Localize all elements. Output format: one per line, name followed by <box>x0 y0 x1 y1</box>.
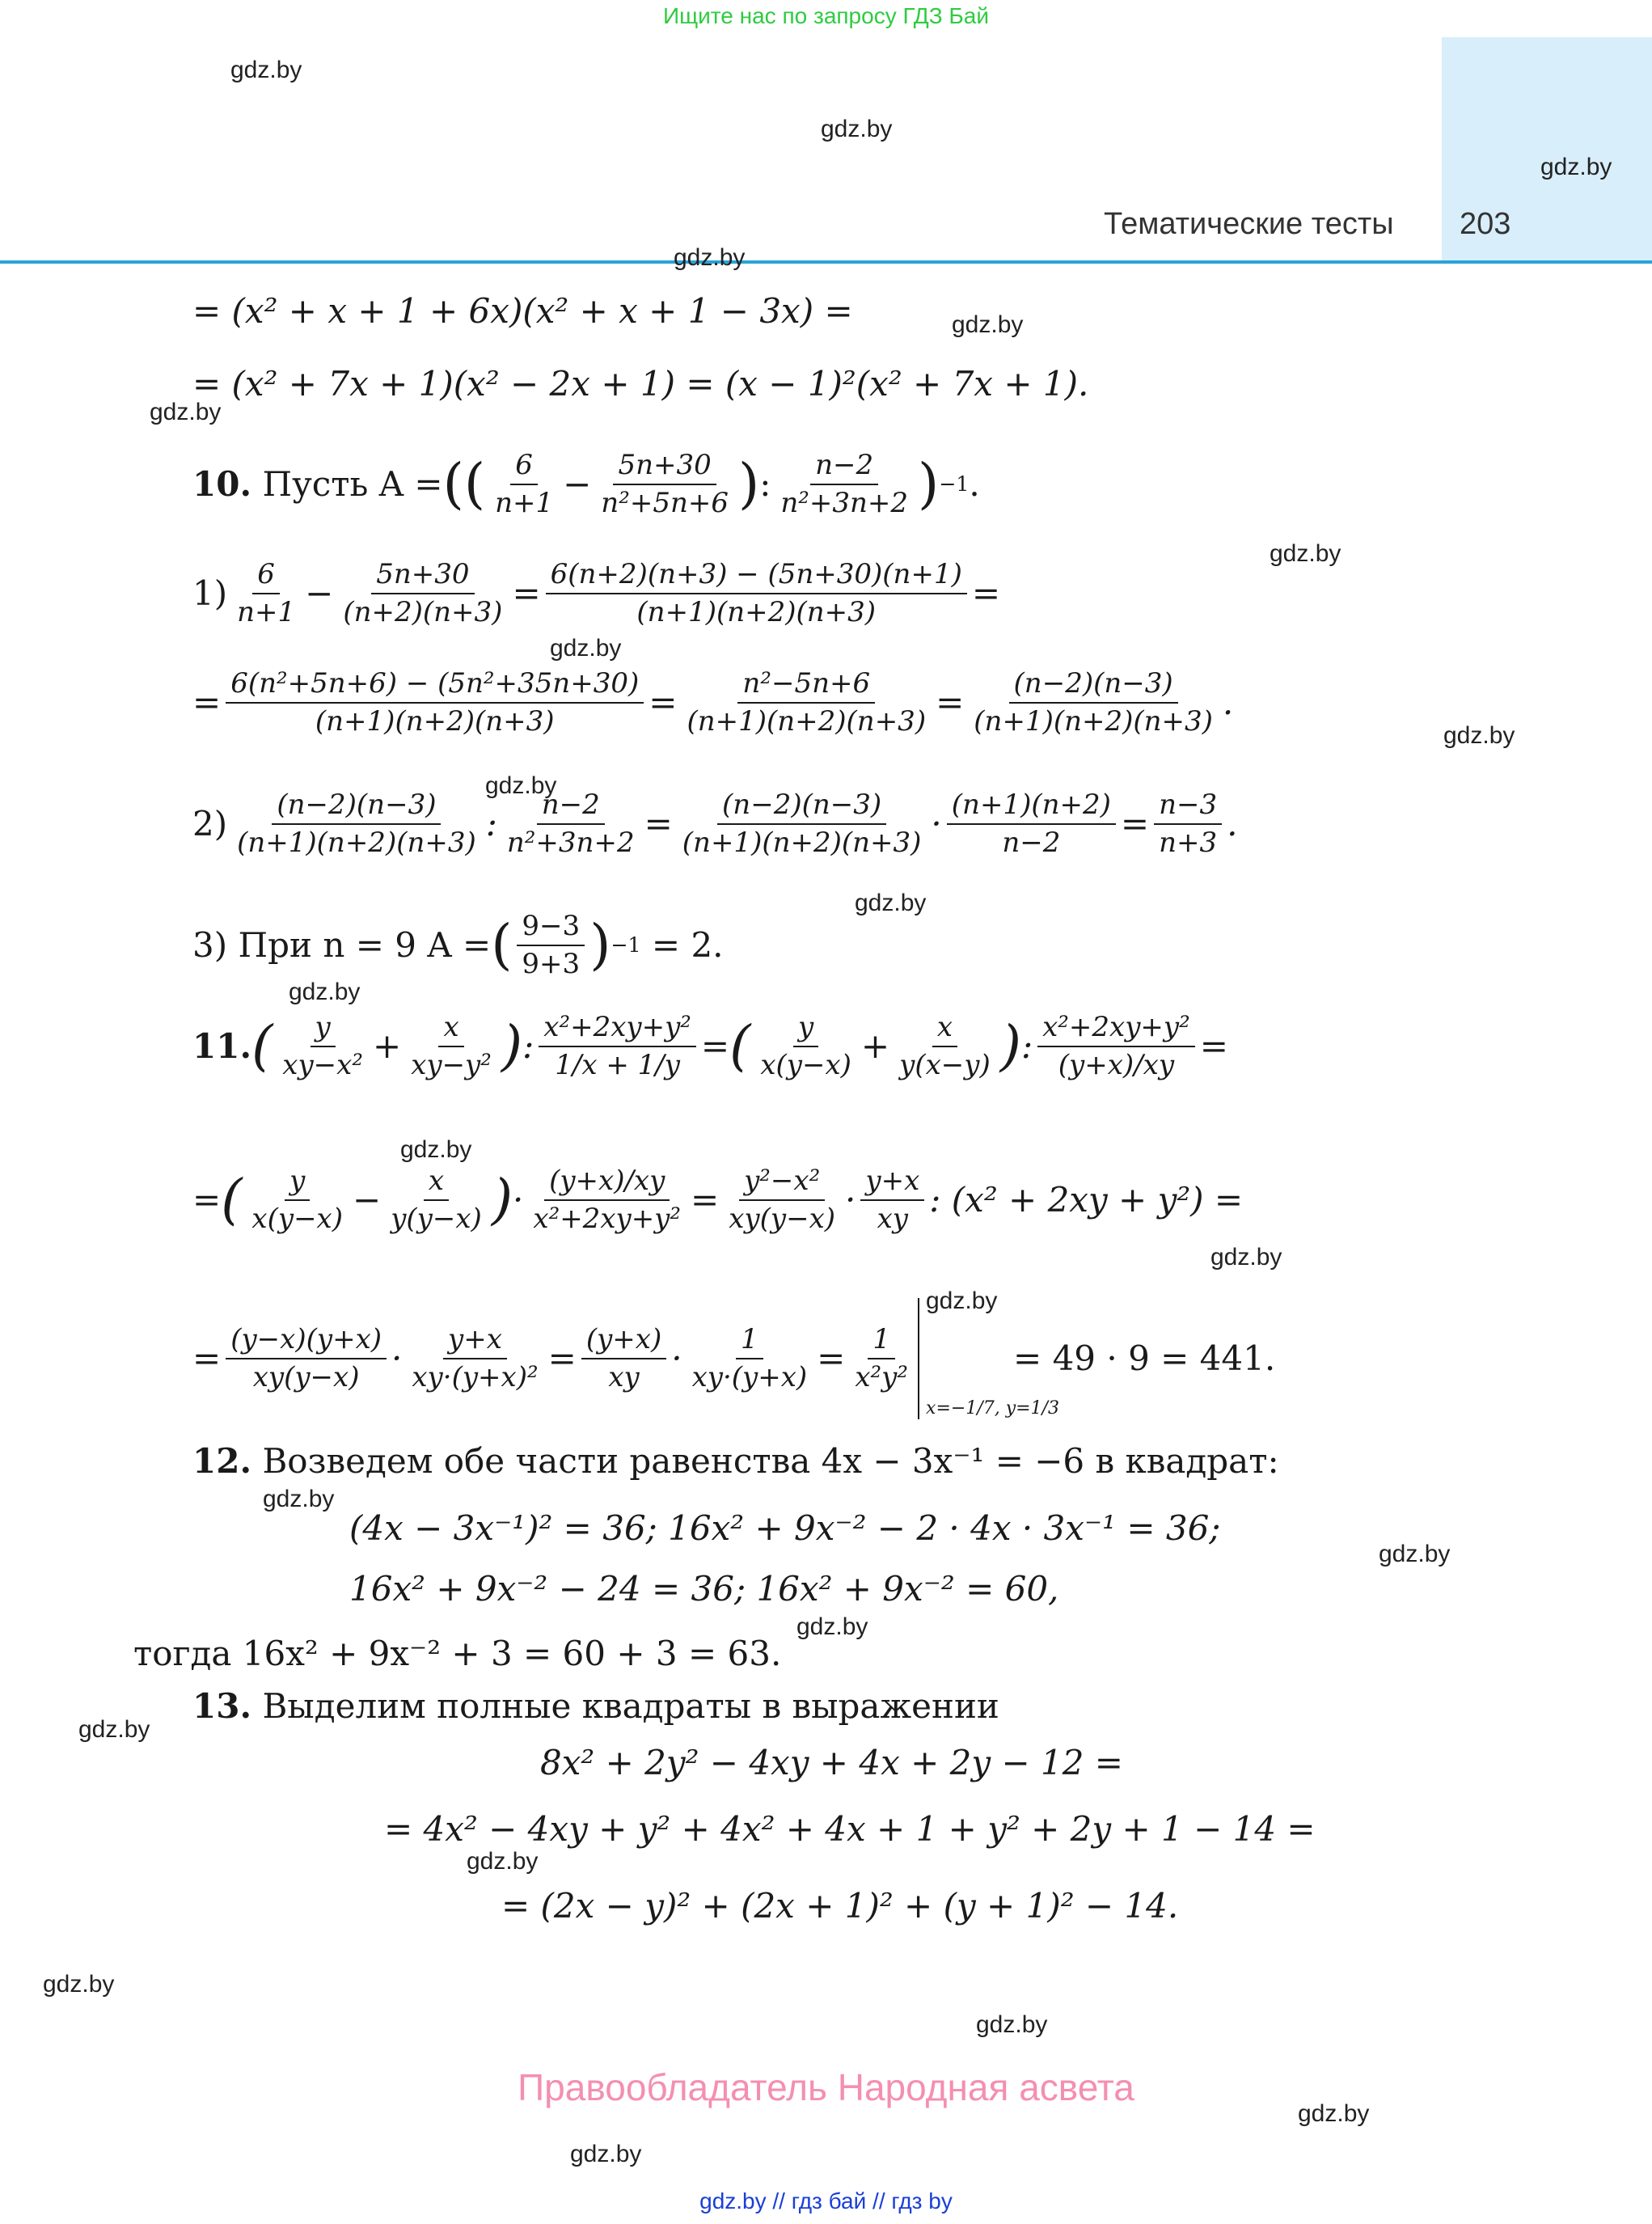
problem-11-line-1: 11. ( y xy−x² + x xy−y² ) : x²+2xy+y² 1/x + 1/y = ( y x(y−x) + x y(x−y) ) : x²+2xy+y² (y+x)/xy = <box>192 1011 1228 1081</box>
watermark: gdz.by <box>150 399 222 425</box>
equation-line: тогда 16x² + 9x⁻² + 3 = 60 + 3 = 63. <box>133 1634 782 1673</box>
equation-line: 16x² + 9x⁻² − 24 = 36; 16x² + 9x⁻² = 60, <box>349 1569 1059 1609</box>
fraction: (n−2)(n−3) (n+1)(n+2)(n+3) <box>682 789 922 859</box>
fraction: x y(x−y) <box>899 1011 991 1081</box>
fraction: y xy−x² <box>282 1011 363 1081</box>
watermark: gdz.by <box>400 1136 472 1163</box>
watermark: gdz.by <box>485 772 557 799</box>
fraction: 6(n+2)(n+3) − (5n+30)(n+1) (n+1)(n+2)(n+3) <box>546 558 967 629</box>
equation-line: = 4x² − 4xy + y² + 4x² + 4x + 1 + y² + 2y + 1 − 14 = <box>384 1809 1316 1849</box>
fraction: (y+x)/xy x²+2xy+y² <box>533 1165 682 1235</box>
fraction: 9−3 9+3 <box>517 910 585 981</box>
watermark: gdz.by <box>926 1287 998 1314</box>
watermark: gdz.by <box>230 57 302 83</box>
watermark: gdz.by <box>78 1716 150 1743</box>
fraction: 5n+30 (n+2)(n+3) <box>343 558 503 628</box>
footer-links[interactable]: gdz.by // гдз бай // гдз by <box>699 2188 953 2213</box>
fraction: (n+1)(n+2) n−2 <box>947 789 1116 860</box>
fraction: y x(y−x) <box>251 1165 343 1235</box>
copyright-notice: Правообладатель Народная асвета <box>518 2066 1134 2108</box>
watermark: gdz.by <box>570 2141 642 2167</box>
fraction: x²+2xy+y² (y+x)/xy <box>1037 1011 1195 1082</box>
fraction: y x(y−x) <box>760 1011 851 1081</box>
problem-10-step-3: 3) При n = 9 A = ( 9−3 9+3 ) −1 = 2. <box>192 910 724 980</box>
fraction: 6 n+1 <box>495 449 554 519</box>
fraction: (y−x)(y+x) xy(y−x) <box>226 1323 387 1394</box>
watermark: gdz.by <box>263 1486 335 1512</box>
equation-line: (4x − 3x⁻¹)² = 36; 16x² + 9x⁻² − 2 · 4x · 3x⁻¹ = 36; <box>349 1508 1221 1548</box>
evaluation-bar: x=−1/7, y=1/3 <box>918 1298 924 1419</box>
watermark: gdz.by <box>1443 722 1515 749</box>
problem-text: Пусть A = <box>262 463 443 504</box>
fraction: x²+2xy+y² 1/x + 1/y <box>539 1011 696 1082</box>
fraction: (y+x) xy <box>581 1323 666 1394</box>
problem-11-line-3: = (y−x)(y+x) xy(y−x) · y+x xy·(y+x)² = (y+x) xy · 1 xy·(y+x) = 1 x²y² x=−1/7, y=1/3 = 49 · 9 = 441. <box>192 1298 1275 1419</box>
watermark: gdz.by <box>952 311 1024 338</box>
problem-10-step-1-cont: = 6(n²+5n+6) − (5n²+35n+30) (n+1)(n+2)(n+3) = n²−5n+6 (n+1)(n+2)(n+3) = (n−2)(n−3) (n+1)(n+2)(n+3) . <box>192 667 1234 738</box>
top-banner[interactable]: Ищите нас по запросу ГДЗ Бай <box>662 3 990 28</box>
fraction: 1 x²y² <box>855 1323 909 1393</box>
fraction: (n−2)(n−3) (n+1)(n+2)(n+3) <box>237 789 476 859</box>
fraction: 1 xy·(y+x) <box>691 1323 808 1393</box>
problem-12-statement: 12. Возведем обе части равенства 4x − 3x⁻¹ = −6 в квадрат: <box>192 1441 1279 1481</box>
fraction: n²−5n+6 (n+1)(n+2)(n+3) <box>687 667 927 738</box>
problem-10-statement: 10. Пусть A = (( 6 n+1 − 5n+30 n²+5n+6 ) : n−2 n²+3n+2 ) −1 . <box>192 449 980 519</box>
watermark: gdz.by <box>674 244 746 271</box>
watermark: gdz.by <box>550 635 622 662</box>
fraction: 5n+30 n²+5n+6 <box>601 449 729 519</box>
fraction: 6(n²+5n+6) − (5n²+35n+30) (n+1)(n+2)(n+3) <box>226 667 644 738</box>
problem-13-statement: 13. Выделим полные квадраты в выражении <box>192 1686 999 1726</box>
header-divider <box>0 260 1652 264</box>
watermark: gdz.by <box>855 890 927 916</box>
fraction: x xy−y² <box>411 1011 492 1081</box>
fraction: y²−x² xy(y−x) <box>729 1165 836 1235</box>
page-number: 203 <box>1460 207 1511 241</box>
fraction: n−2 n²+3n+2 <box>780 449 909 519</box>
watermark: gdz.by <box>1540 154 1612 180</box>
equation-line: = (x² + 7x + 1)(x² − 2x + 1) = (x − 1)²(x² + 7x + 1). <box>192 364 1089 404</box>
fraction: y+x xy·(y+x)² <box>412 1323 539 1393</box>
watermark: gdz.by <box>821 116 893 142</box>
fraction: (n−2)(n−3) (n+1)(n+2)(n+3) <box>974 667 1213 738</box>
problem-10-step-1: 1) 6 n+1 − 5n+30 (n+2)(n+3) = 6(n+2)(n+3) − (5n+30)(n+1) (n+1)(n+2)(n+3) = <box>192 558 1001 628</box>
fraction: 6 n+1 <box>237 558 296 628</box>
watermark: gdz.by <box>43 1971 115 1998</box>
watermark: gdz.by <box>1379 1541 1451 1567</box>
equation-line: = (2x − y)² + (2x + 1)² + (y + 1)² − 14. <box>501 1886 1179 1926</box>
equation-line: 8x² + 2y² − 4xy + 4x + 2y − 12 = <box>540 1743 1123 1782</box>
watermark: gdz.by <box>976 2011 1048 2038</box>
problem-10-step-2: 2) (n−2)(n−3) (n+1)(n+2)(n+3) : n−2 n²+3n+2 = (n−2)(n−3) (n+1)(n+2)(n+3) · (n+1)(n+2) n−2 = n−3 n+3 . <box>192 789 1238 859</box>
watermark: gdz.by <box>1298 2100 1370 2127</box>
fraction: x y(y−x) <box>391 1165 482 1235</box>
watermark: gdz.by <box>796 1613 868 1640</box>
equation-line: = (x² + x + 1 + 6x)(x² + x + 1 − 3x) = <box>192 291 853 331</box>
watermark: gdz.by <box>1270 540 1341 567</box>
watermark: gdz.by <box>289 979 361 1005</box>
page-header-title: Тематические тесты <box>1104 207 1394 241</box>
problem-number: 10. <box>192 463 252 504</box>
watermark: gdz.by <box>467 1848 539 1875</box>
problem-11-line-2: = ( y x(y−x) − x y(y−x) ) · (y+x)/xy x²+2xy+y² = y²−x² xy(y−x) · y+x xy : (x² + 2xy + y²) = <box>192 1165 1244 1235</box>
watermark: gdz.by <box>1210 1244 1282 1271</box>
fraction: n−3 n+3 <box>1154 789 1222 860</box>
fraction: y+x xy <box>860 1165 924 1236</box>
fraction: n−2 n²+3n+2 <box>506 789 635 859</box>
